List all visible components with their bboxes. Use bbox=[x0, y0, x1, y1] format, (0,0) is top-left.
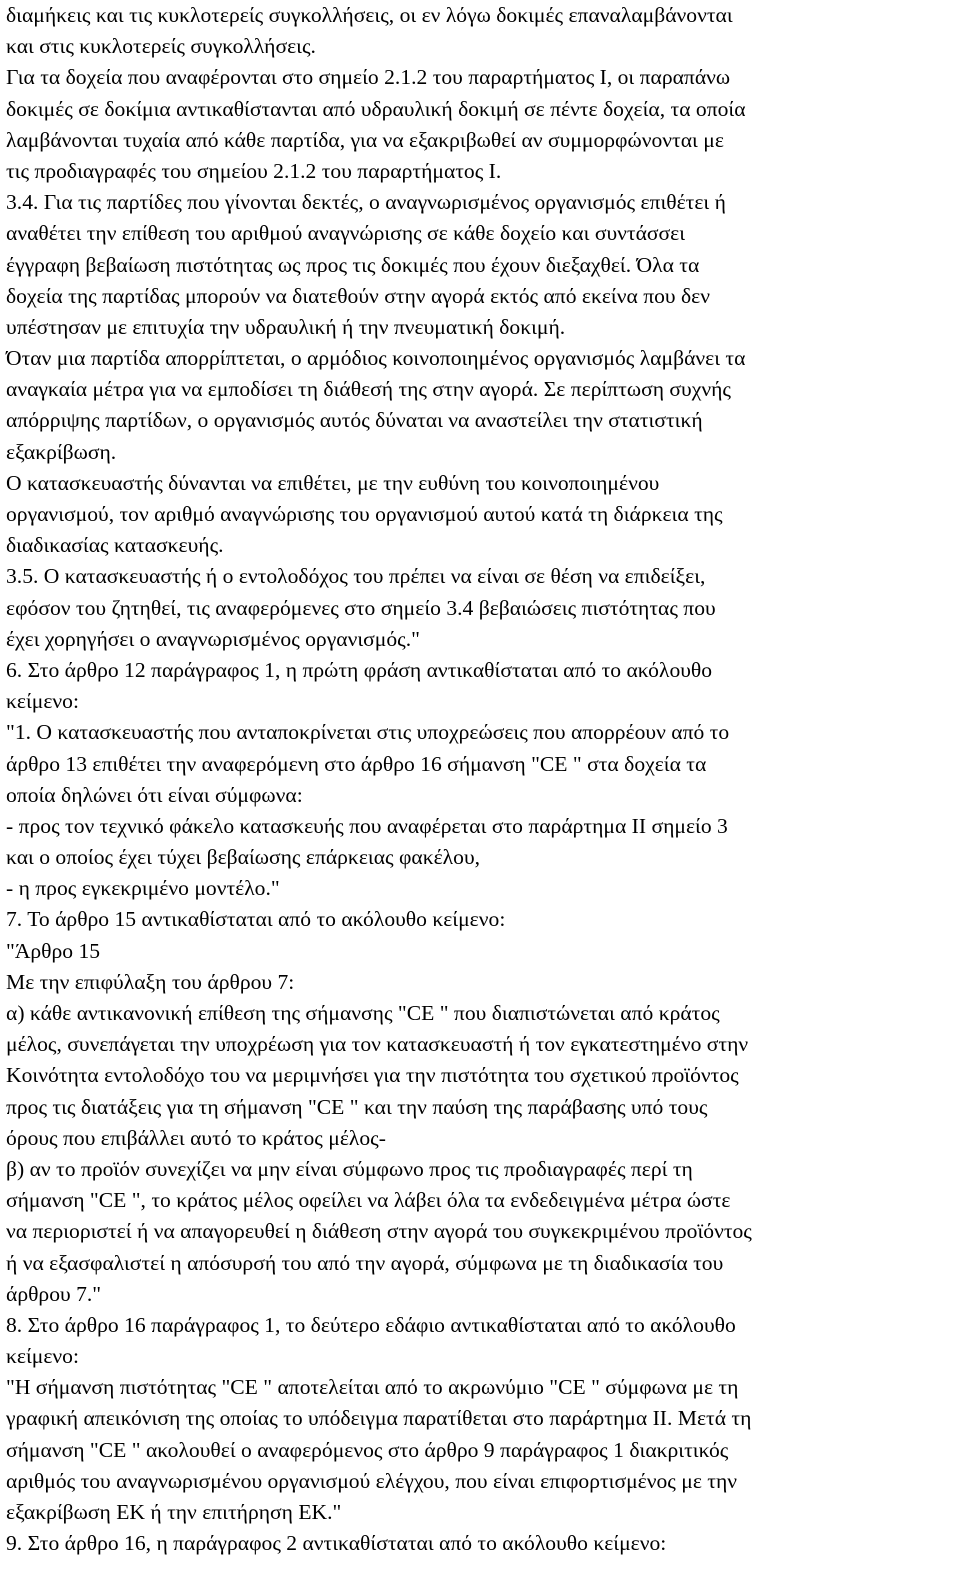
text-line: έγγραφη βεβαίωση πιστότητας ως προς τις δοκιμές που έχουν διεξαχθεί. Όλα τα bbox=[6, 252, 700, 277]
text-line: β) αν το προϊόν συνεχίζει να μην είναι σύμφωνο προς τις προδιαγραφές περί τη bbox=[6, 1156, 693, 1181]
text-line: δοχεία της παρτίδας μπορούν να διατεθούν στην αγορά εκτός από εκείνα που δεν bbox=[6, 283, 710, 308]
text-line: - προς τον τεχνικό φάκελο κατασκευής που αναφέρεται στο παράρτημα ΙΙ σημείο 3 bbox=[6, 813, 728, 838]
text-line: γραφική απεικόνιση της οποίας το υπόδειγμα παρατίθεται στο παράρτημα ΙΙ. Μετά τη bbox=[6, 1406, 752, 1431]
text-line: σήμανση "CE " ακολουθεί ο αναφερόμενος στο άρθρο 9 παράγραφος 1 διακριτικός bbox=[6, 1437, 729, 1462]
text-line: σήμανση "CE ", το κράτος μέλος οφείλει να λάβει όλα τα ενδεδειγμένα μέτρα ώστε bbox=[6, 1188, 731, 1213]
text-line: 9. Στο άρθρο 16, η παράγραφος 2 αντικαθίσταται από το ακόλουθο κείμενο: bbox=[6, 1531, 667, 1556]
text-line: "1. Ο κατασκευαστής που ανταποκρίνεται στις υποχρεώσεις που απορρέουν από το bbox=[6, 720, 730, 745]
text-line: αριθμός του αναγνωρισμένου οργανισμού ελέγχου, που είναι επιφορτισμένος με την bbox=[6, 1468, 738, 1493]
text-line: να περιοριστεί ή να απαγορευθεί η διάθεση στην αγορά του συγκεκριμένου προϊόντος bbox=[6, 1219, 752, 1244]
text-line: και στις κυκλοτερείς συγκολλήσεις. bbox=[6, 34, 316, 59]
text-line: "Η σήμανση πιστότητας "CE " αποτελείται από το ακρωνύμιο "CE " σύμφωνα με τη bbox=[6, 1375, 739, 1400]
text-line: όρους που επιβάλλει αυτό το κράτος μέλος- bbox=[6, 1125, 386, 1150]
text-line: άρθρο 13 επιθέτει την αναφερόμενη στο άρθρο 16 σήμανση "CE " στα δοχεία τα bbox=[6, 751, 707, 776]
text-line: 3.5. Ο κατασκευαστής ή ο εντολοδόχος του πρέπει να είναι σε θέση να επιδείξει, bbox=[6, 564, 706, 589]
text-line: αναγκαία μέτρα για να εμποδίσει τη διάθεσή της στην αγορά. Σε περίπτωση συχνής bbox=[6, 377, 731, 402]
text-line: εξακρίβωση. bbox=[6, 439, 117, 464]
text-line: υπέστησαν με επιτυχία την υδραυλική ή την πνευματική δοκιμή. bbox=[6, 314, 566, 339]
text-line: και ο οποίος έχει τύχει βεβαίωσης επάρκειας φακέλου, bbox=[6, 845, 481, 870]
text-line: δοκιμές σε δοκίμια αντικαθίστανται από υδραυλική δοκιμή σε πέντε δοχεία, τα οποία bbox=[6, 96, 746, 121]
document-body bbox=[6, 0, 956, 1559]
text-line: απόρριψης παρτίδων, ο οργανισμός αυτός δύναται να αναστείλει την στατιστική bbox=[6, 408, 703, 433]
text-line: κείμενο: bbox=[6, 1344, 79, 1369]
text-line: Ο κατασκευαστής δύνανται να επιθέτει, με την ευθύνη του κοινοποιημένου bbox=[6, 470, 660, 495]
text-line: Κοινότητα εντολοδόχο του να μεριμνήσει για την πιστότητα του σχετικού προϊόντος bbox=[6, 1063, 739, 1088]
text-line: - η προς εγκεκριμένο μοντέλο." bbox=[6, 876, 280, 901]
text-line: εξακρίβωση ΕΚ ή την επιτήρηση ΕΚ." bbox=[6, 1500, 342, 1524]
text-line: Με την επιφύλαξη του άρθρου 7: bbox=[6, 969, 295, 994]
text-line: κείμενο: bbox=[6, 689, 79, 714]
text-line: 6. Στο άρθρο 12 παράγραφος 1, η πρώτη φράση αντικαθίσταται από το ακόλουθο bbox=[6, 657, 713, 682]
text-line: λαμβάνονται τυχαία από κάθε παρτίδα, για να εξακριβωθεί αν συμμορφώνονται με bbox=[6, 127, 724, 152]
text-line: άρθρου 7." bbox=[6, 1281, 102, 1306]
text-line: έχει χορηγήσει ο αναγνωρισμένος οργανισμός." bbox=[6, 626, 420, 651]
text-line: διαμήκεις και τις κυκλοτερείς συγκολλήσεις, οι εν λόγω δοκιμές επαναλαμβάνονται bbox=[6, 3, 733, 27]
text-line: Όταν μια παρτίδα απορρίπτεται, ο αρμόδιος κοινοποιημένος οργανισμός λαμβάνει τα bbox=[6, 346, 746, 371]
text-line: προς τις διατάξεις για τη σήμανση "CE " και την παύση της παράβασης υπό τους bbox=[6, 1094, 708, 1119]
text-line: ή να εξασφαλιστεί η απόσυρσή του από την αγορά, σύμφωνα με τη διαδικασία του bbox=[6, 1250, 724, 1275]
text-line: αναθέτει την επίθεση του αριθμού αναγνώρισης σε κάθε δοχείο και συντάσσει bbox=[6, 221, 686, 246]
text-line: οργανισμού, τον αριθμό αναγνώρισης του οργανισμού αυτού κατά τη διάρκεια της bbox=[6, 502, 723, 526]
text-line: οποία δηλώνει ότι είναι σύμφωνα: bbox=[6, 782, 303, 807]
text-line: 3.4. Για τις παρτίδες που γίνονται δεκτές, ο αναγνωρισμένος οργανισμός επιθέτει ή bbox=[6, 190, 726, 215]
text-line: διαδικασίας κατασκευής. bbox=[6, 533, 224, 558]
text-line: α) κάθε αντικανονική επίθεση της σήμανσης "CE " που διαπιστώνεται από κράτος bbox=[6, 1001, 720, 1025]
text-line: 7. Το άρθρο 15 αντικαθίσταται από το ακόλουθο κείμενο: bbox=[6, 907, 506, 932]
text-line: Για τα δοχεία που αναφέρονται στο σημείο 2.1.2 του παραρτήματος Ι, οι παραπάνω bbox=[6, 65, 731, 90]
text-line: "Άρθρο 15 bbox=[6, 938, 101, 963]
text-line: τις προδιαγραφές του σημείου 2.1.2 του παραρτήματος Ι. bbox=[6, 158, 502, 183]
text-line: εφόσον του ζητηθεί, τις αναφερόμενες στο σημείο 3.4 βεβαιώσεις πιστότητας που bbox=[6, 595, 716, 620]
text-line: μέλος, συνεπάγεται την υποχρέωση για τον κατασκευαστή ή τον εγκατεστημένο στην bbox=[6, 1032, 749, 1057]
text-line: 8. Στο άρθρο 16 παράγραφος 1, το δεύτερο εδάφιο αντικαθίσταται από το ακόλουθο bbox=[6, 1312, 736, 1337]
